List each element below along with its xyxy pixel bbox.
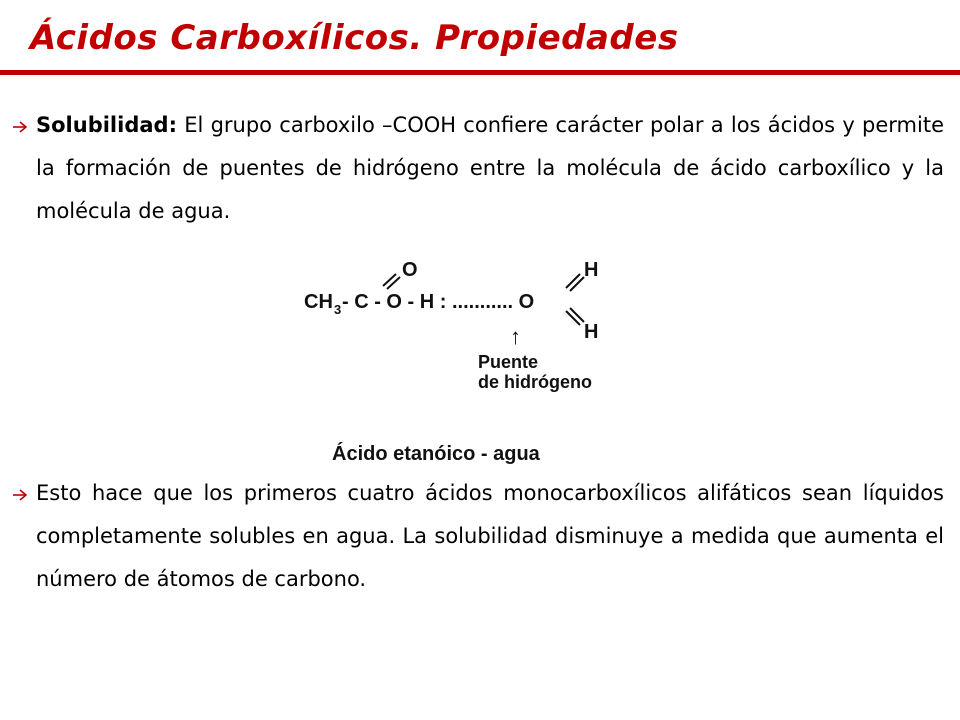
- bullet-term: Solubilidad:: [36, 113, 177, 137]
- carbonyl-oxygen: O: [402, 259, 418, 281]
- formula-subscript: 3: [334, 302, 342, 317]
- slide-title: Ácidos Carboxílicos. Propiedades: [30, 18, 679, 58]
- hydrogen-bond-figure: [290, 256, 650, 476]
- bullet-body: Esto hace que los primeros cuatro ácidos monocarboxílicos alifáticos sean líquidos completamente solubles en agua. La solubilidad disminuye a medida que aumenta el número de átomos de carbono.: [36, 481, 944, 591]
- bond-label-line2: de hidrógeno: [478, 372, 592, 392]
- water-hydrogen-bottom: H: [584, 321, 599, 343]
- bullet-text: [36, 104, 944, 233]
- up-arrow-icon: ↑: [510, 324, 521, 349]
- water-hydrogen-top: H: [584, 259, 599, 281]
- figure-caption: Ácido etanóico - agua: [332, 443, 540, 465]
- bond-label-line1: Puente: [478, 352, 539, 372]
- title-underline: [0, 70, 960, 75]
- formula-ch: CH: [304, 291, 333, 313]
- bullet-body: El grupo carboxilo –COOH confiere carácter polar a los ácidos y permite la formación de puentes de hidrógeno entre la molécula de ácido carboxílico y la molécula de agua.: [36, 113, 944, 223]
- formula-chain: - C - O - H : ........... O: [342, 291, 535, 313]
- bullet-text: [36, 472, 944, 601]
- arrow-bullet-icon: [12, 120, 28, 134]
- arrow-bullet-icon: [12, 488, 28, 502]
